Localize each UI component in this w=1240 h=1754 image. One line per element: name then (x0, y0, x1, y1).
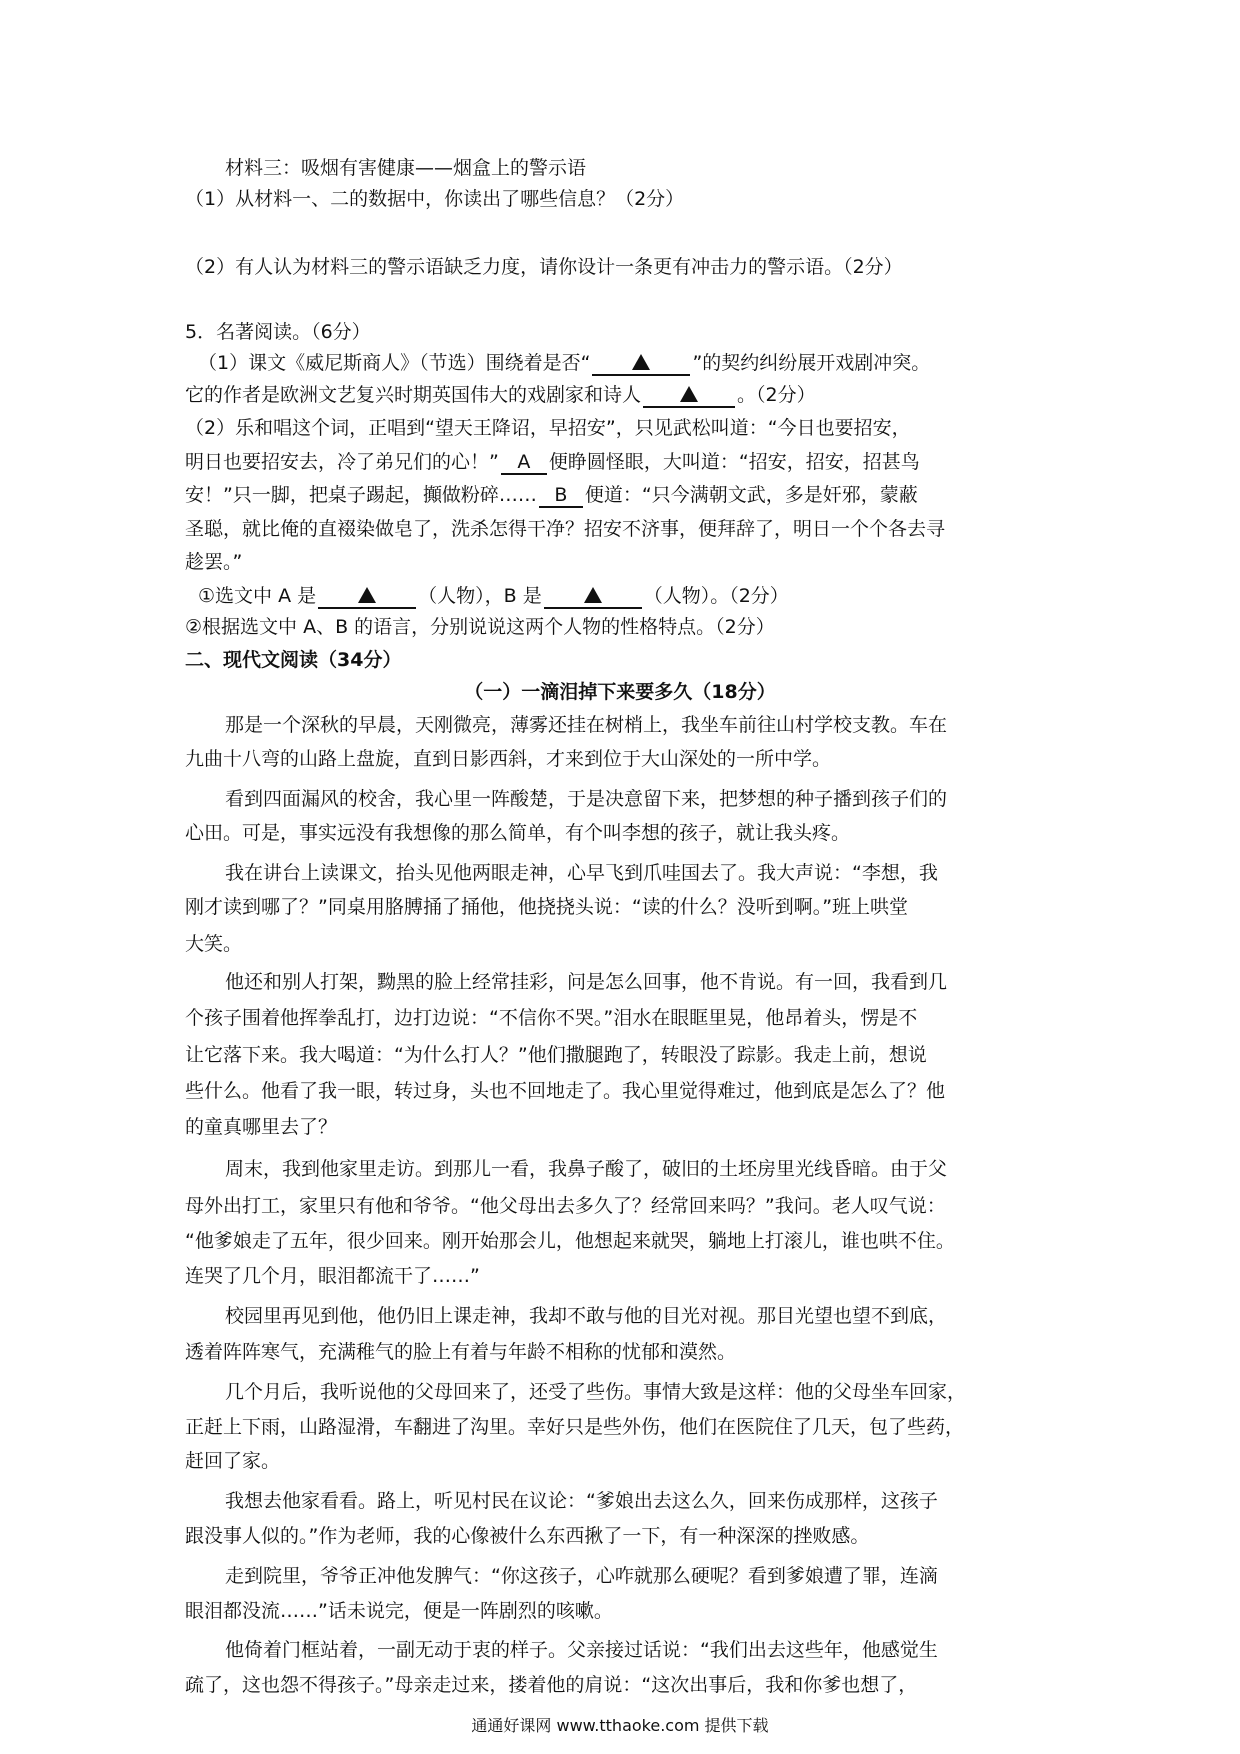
article-line: 几个月后，我听说他的父母回来了，还受了些伤。事情大致是这样：他的父母坐车回家， (225, 1381, 967, 1403)
article-line: 他倚着门框站着，一副无动于衷的样子。父亲接过话说：“我们出去这些年，他感觉生 (225, 1639, 938, 1661)
question-5-2-line-5: 趁罢。” (185, 551, 243, 573)
article-line: 心田。可是，事实远没有我想像的那么简单，有个叫李想的孩子，就让我头疼。 (185, 822, 851, 844)
sub1-text-a: ①选文中 A 是 (198, 585, 317, 607)
q5-2-text-c: 安！”只一脚，把桌子踢起，攧做粉碎…… (185, 484, 537, 506)
answer-blank-a-person[interactable] (318, 585, 416, 609)
article-line: 校园里再见到他，他仍旧上课走神，我却不敢与他的目光对视。那目光望也望不到底， (225, 1305, 948, 1327)
section-2-title: 二、现代文阅读（34分） (185, 649, 402, 671)
question-5-1-line-2 (185, 381, 816, 409)
question-5-2-line-3 (185, 481, 918, 509)
triangle-icon (632, 354, 650, 370)
q5-1-text-b: ”的契约纠纷展开戏剧冲突。 (692, 352, 931, 374)
article-line: 走到院里，爷爷正冲他发脾气：“你这孩子，心咋就那么硬呢？看到爹娘遭了罪，连滴 (225, 1565, 938, 1587)
question-5-2-sub-1 (198, 582, 789, 610)
article-line: 跟没事人似的。”作为老师，我的心像被什么东西揪了一下，有一种深深的挫败感。 (185, 1525, 870, 1547)
question-4-2: （2）有人认为材料三的警示语缺乏力度，请你设计一条更有冲击力的警示语。（2分） (185, 256, 903, 278)
answer-blank-2[interactable] (643, 384, 735, 408)
q5-2-text-b: 便睁圆怪眼，大叫道：“招安，招安，招甚鸟 (548, 451, 920, 473)
q5-1-text-d: 。（2分） (737, 384, 816, 406)
article-line: 让它落下来。我大喝道：“为什么打人？”他们撒腿跑了，转眼没了踪影。我走上前，想说 (185, 1044, 927, 1066)
sub1-text-b: （人物），B 是 (418, 585, 542, 607)
article-line: 我在讲台上读课文，抬头见他两眼走神，心早飞到爪哇国去了。我大声说：“李想，我 (225, 862, 938, 884)
triangle-icon (584, 587, 602, 603)
blank-b[interactable]: B (539, 484, 583, 508)
question-5-2-sub-2: ②根据选文中 A、B 的语言，分别说说这两个人物的性格特点。（2分） (185, 616, 775, 638)
article-line: 疏了，这也怨不得孩子。”母亲走过来，搂着他的肩说：“这次出事后，我和你爹也想了， (185, 1674, 918, 1696)
article-line: 母外出打工，家里只有他和爷爷。“他父母出去多久了？经常回来吗？”我问。老人叹气说： (185, 1195, 946, 1217)
article-line: 九曲十八弯的山路上盘旋，直到日影西斜，才来到位于大山深处的一所中学。 (185, 748, 832, 770)
article-line: 大笑。 (185, 933, 243, 955)
article-line: 看到四面漏风的校舍，我心里一阵酸楚，于是决意留下来，把梦想的种子播到孩子们的 (225, 788, 948, 810)
article-line: 透着阵阵寒气，充满稚气的脸上有着与年龄不相称的忧郁和漠然。 (185, 1341, 737, 1363)
triangle-icon (358, 587, 376, 603)
question-5-2-line-2 (185, 448, 920, 476)
article-title: （一）一滴泪掉下来要多久（18分） (464, 681, 776, 703)
blank-a[interactable]: A (501, 451, 547, 475)
article-line: 周末，我到他家里走访。到那儿一看，我鼻子酸了，破旧的土坯房里光线昏暗。由于父 (225, 1158, 948, 1180)
question-5-2-line-1: （2）乐和唱这个词，正唱到“望天王降诏，早招安”，只见武松叫道：“今日也要招安， (185, 417, 911, 439)
sub1-text-c: （人物）。（2分） (643, 585, 789, 607)
article-line: 他还和别人打架，黝黑的脸上经常挂彩，问是怎么回事，他不肯说。有一回，我看到几 (225, 971, 948, 993)
article-line: 些什么。他看了我一眼，转过身，头也不回地走了。我心里觉得难过，他到底是怎么了？他 (185, 1080, 946, 1102)
material-three-line: 材料三：吸烟有害健康——烟盒上的警示语 (225, 157, 587, 179)
article-line: 的童真哪里去了？ (185, 1116, 338, 1138)
article-line: 赶回了家。 (185, 1450, 281, 1472)
article-line: 正赶上下雨，山路湿滑，车翻进了沟里。幸好只是些外伤，他们在医院住了几天，包了些药， (185, 1416, 965, 1438)
question-4-1: （1）从材料一、二的数据中，你读出了哪些信息？（2分） (185, 188, 685, 210)
triangle-icon (680, 386, 698, 402)
article-line: 连哭了几个月，眼泪都流干了……” (185, 1265, 480, 1287)
q5-1-text-c: 它的作者是欧洲文艺复兴时期英国伟大的戏剧家和诗人 (185, 384, 642, 406)
q5-2-text-a: 明日也要招安去，冷了弟兄们的心！” (185, 451, 499, 473)
question-5-1-line-1 (198, 349, 930, 377)
q5-2-text-d: 便道：“只今满朝文武，多是奸邪，蒙蔽 (584, 484, 918, 506)
article-line: 个孩子围着他挥拳乱打，边打边说：“不信你不哭。”泪水在眼眶里晃，他昂着头，愣是不 (185, 1007, 918, 1029)
article-line: 我想去他家看看。路上，听见村民在议论：“爹娘出去这么久，回来伤成那样，这孩子 (225, 1490, 938, 1512)
question-5-title: 5．名著阅读。（6分） (185, 321, 371, 343)
footer-credit: 通通好课网 www.tthaoke.com 提供下载 (471, 1716, 769, 1735)
answer-blank-b-person[interactable] (544, 585, 642, 609)
article-line: 刚才读到哪了？”同桌用胳膊捅了捅他，他挠挠头说：“读的什么？没听到啊。”班上哄堂 (185, 896, 909, 918)
article-line: 眼泪都没流……”话未说完，便是一阵剧烈的咳嗽。 (185, 1600, 613, 1622)
answer-blank-1[interactable] (592, 352, 690, 376)
q5-1-text-a: （1）课文《威尼斯商人》（节选）围绕着是否“ (198, 352, 591, 374)
article-line: 那是一个深秋的早晨，天刚微亮，薄雾还挂在树梢上，我坐车前往山村学校支教。车在 (225, 714, 948, 736)
article-line: “他爹娘走了五年，很少回来。刚开始那会儿，他想起来就哭，躺地上打滚儿，谁也哄不住。 (185, 1230, 955, 1252)
question-5-2-line-4: 圣聪，就比俺的直裰染做皂了，洗杀怎得干净？招安不济事，便拜辞了，明日一个个各去寻 (185, 518, 946, 540)
